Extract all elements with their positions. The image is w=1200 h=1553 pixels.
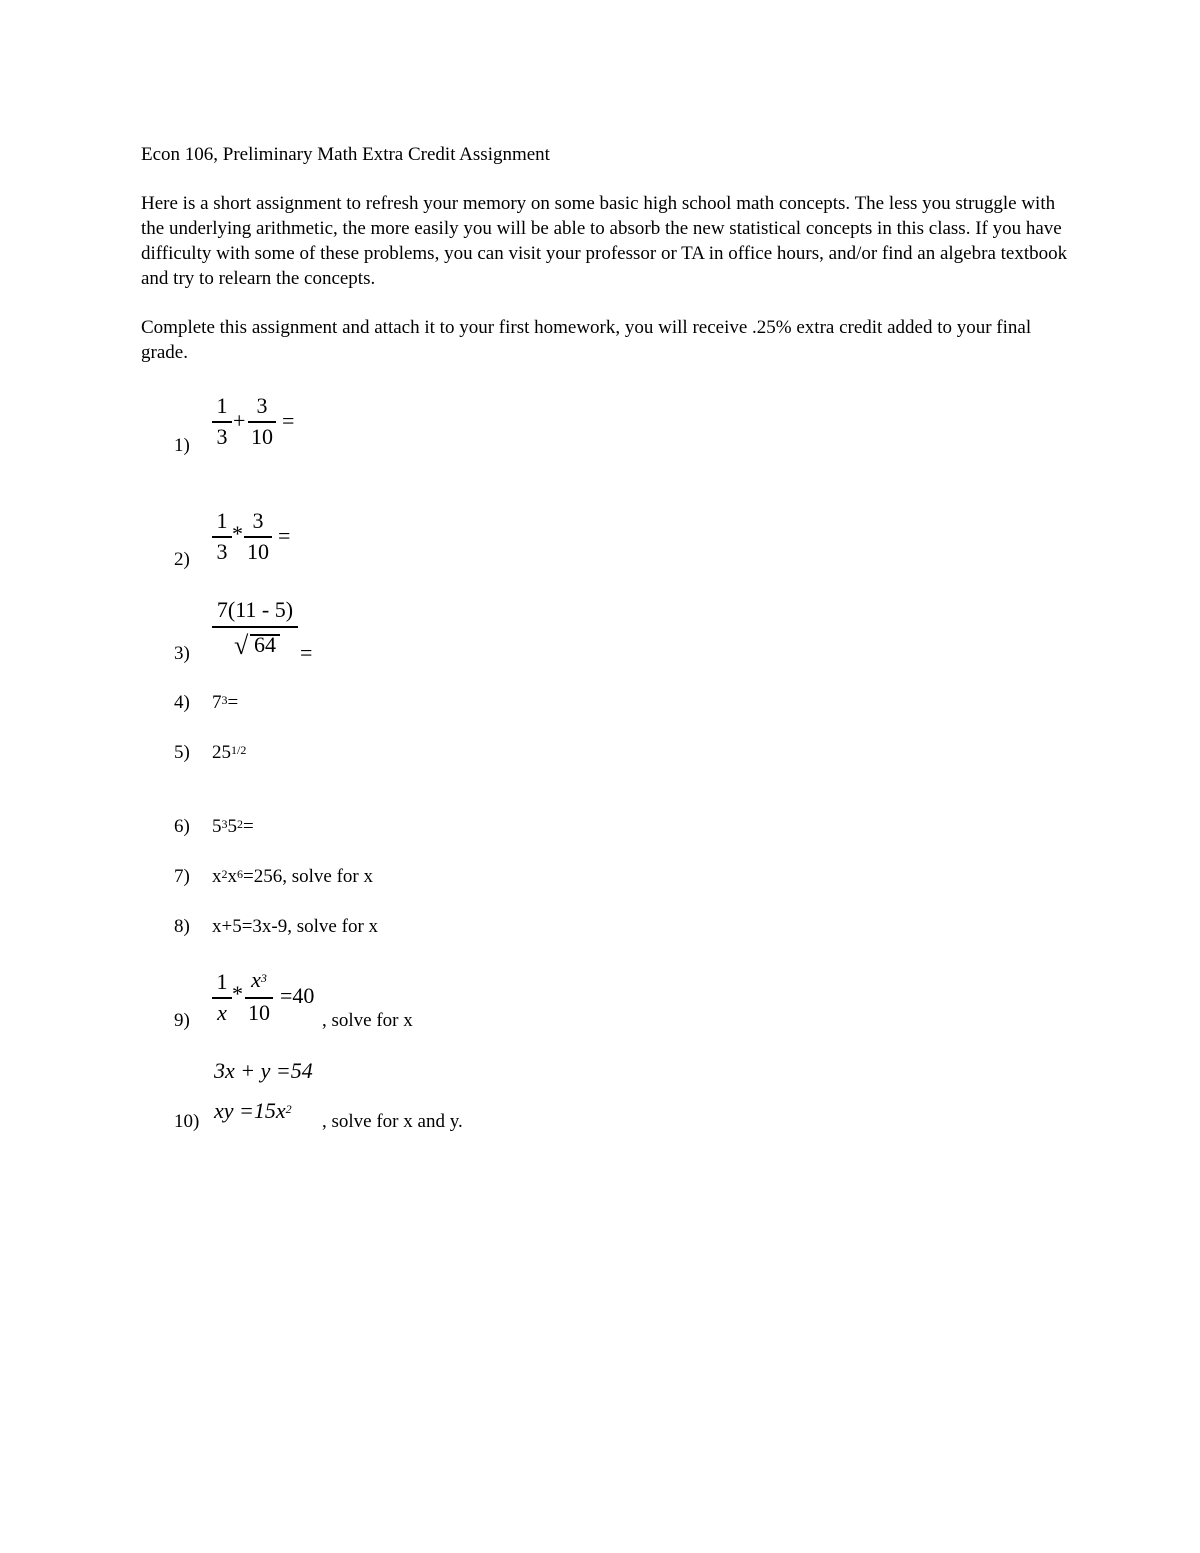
equation-line-1: 3x + y =54 [214,1058,313,1083]
fraction-numerator: 3 [252,508,264,533]
fraction-numerator: 1 [216,393,228,418]
square-root-icon: √ [234,631,249,660]
problem-instruction: , solve for x and y. [322,1111,463,1132]
equation-line-2: xy $=15x^2$ [214,1098,292,1123]
problem-number: 9) [174,1010,190,1031]
problem-number: 1) [174,435,190,456]
fraction-numerator: 1 [216,969,228,994]
problem-number: 2) [174,549,190,570]
fraction-bar [212,536,232,538]
fraction-denominator: 10 [247,539,269,564]
fraction-numerator: 3 [256,393,268,418]
expression: $x^2x^6=256$, solve for x [212,866,373,887]
equals-sign: = [282,408,295,433]
operator: + [233,408,246,433]
fraction-bar [212,997,232,999]
expression: $7^3=$ [212,692,239,713]
fraction-bar [212,421,232,423]
instructions-paragraph: Complete this assignment and attach it to your first homework, you will receive .25% extra credit added to your final grade. [141,317,1032,363]
problem-instruction: , solve for x [322,1010,413,1031]
fraction-denominator: x [217,1000,227,1025]
expression: $5^35^2=$ [212,816,254,837]
document-title: Econ 106, Preliminary Math Extra Credit Assignment [141,144,550,165]
operator: * [232,521,243,546]
fraction-bar [244,536,272,538]
fraction-denominator: 3 [216,424,228,449]
expression: $25^{1/2}$ [212,742,247,763]
fraction-numerator: $x^3$ [251,967,267,992]
problem-number: 5) [174,742,190,763]
problem-number: 7) [174,866,190,887]
problem-number: 3) [174,643,190,664]
radicand: 64 [254,632,276,657]
problem-number: 4) [174,692,190,713]
equals-sign: = [278,523,291,548]
fraction-denominator: 3 [216,539,228,564]
fraction-denominator: 10 [251,424,273,449]
equals-value: =40 [280,983,315,1008]
fraction-bar [212,626,298,628]
equals-sign: = [300,640,313,665]
problem-number: 10) [174,1111,200,1132]
intro-paragraph: Here is a short assignment to refresh your memory on some basic high school math concepts. The less you struggle with the underlying arithmetic, the more easily you will be able to absorb the new statistical concepts in this class. If you have difficulty with some of these problems, you can visit your professor or TA in office hours, and/or find an algebra textbook and try to relearn the concepts. [141,193,1068,289]
problem-number: 8) [174,916,190,937]
fraction-numerator: 7(11 - 5) [216,597,294,622]
fraction-denominator: 10 [248,1000,270,1025]
fraction-bar [248,421,276,423]
operator: * [232,981,243,1006]
fraction-numerator: 1 [216,508,228,533]
problem-number: 6) [174,816,190,837]
expression: x+5=3x-9, solve for x [212,916,379,937]
fraction-bar [245,997,273,999]
